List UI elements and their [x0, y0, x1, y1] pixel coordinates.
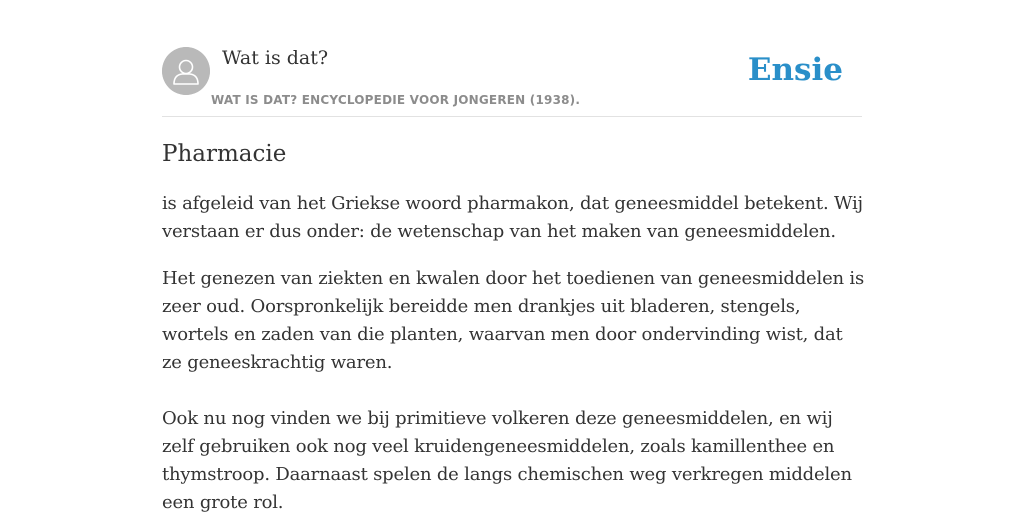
- article: [162, 138, 866, 512]
- site-logo[interactable]: Ensie: [747, 52, 843, 88]
- user-icon: [162, 47, 210, 95]
- avatar[interactable]: [162, 47, 210, 95]
- page-header: [162, 46, 862, 117]
- source-subtitle[interactable]: WAT IS DAT? ENCYCLOPEDIE VOOR JONGEREN (1938).: [211, 93, 581, 107]
- article-paragraph: is afgeleid van het Griekse woord pharmakon, dat geneesmiddel betekent. Wij verstaan er dus onder: de wetenschap van het maken van geneesmiddelen.: [162, 193, 863, 242]
- article-paragraph: Ook nu nog vinden we bij primitieve volkeren deze geneesmiddelen, en wij zelf gebruiken ook nog veel kruidengeneesmiddelen, zoals kamillenthee en thymstroop. Daarnaast spelen de langs chemischen weg verkregen middelen een grote rol.: [162, 408, 852, 512]
- source-title[interactable]: Wat is dat?: [222, 47, 329, 69]
- paragraph-spacer: [162, 377, 866, 405]
- article-heading: Pharmacie: [162, 141, 287, 167]
- article-paragraph: Het genezen van ziekten en kwalen door het toedienen van geneesmiddelen is zeer oud. Oorspronkelijk bereidde men drankjes uit bladeren, stengels, wortels en zaden van die planten, waarvan men door ondervinding wist, dat ze geneeskrachtig waren.: [162, 268, 865, 373]
